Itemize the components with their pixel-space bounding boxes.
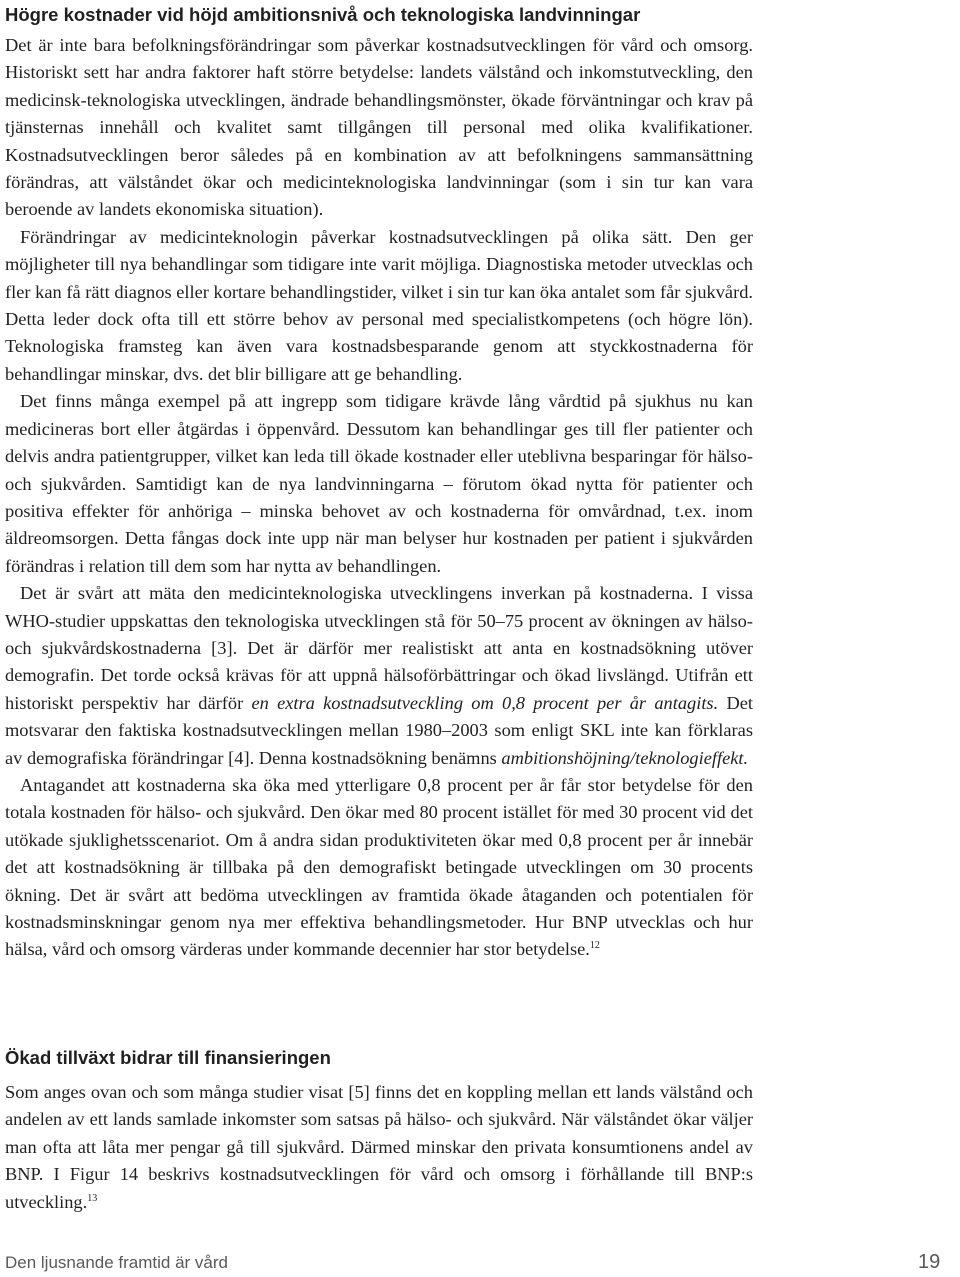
- footnote-marker: 12: [589, 940, 600, 952]
- emphasis-text: en extra kostnadsutveckling om 0,8 procent per år antagits.: [251, 692, 719, 713]
- paragraph-text: Det motsvarar den faktiska kostnadsutvecklingen mellan 1980–2003 som enligt SKL inte kan förklaras av demografiska förändringar [4]. Denna kostnadsökning benämns: [5, 692, 754, 768]
- paragraph-text: Förändringar av medicinteknologin påverkar kostnadsutvecklingen på olika sätt. Den ger möjligheter till nya behandlingar som tidigare inte varit möjliga. Diagnostiska metoder utvecklas och fler kan få rätt diagnos eller kortare behandlingstider, vilket i sin tur kan öka antalet som får sjukvård. Detta leder dock ofta till ett större behov av personal med specialistkompetens (och högre lön). Teknologiska framsteg kan även vara kostnadsbesparande genom att styckkostnaderna för behandlingar minskar, dvs. det blir billigare att ge behandling.: [5, 226, 753, 384]
- page-number: 19: [918, 1251, 941, 1273]
- paragraph: [5, 1079, 753, 1216]
- paragraph-text: Det är svårt att mäta den medicinteknologiska utvecklingens inverkan på kostnaderna. I vissa WHO-studier uppskattas den teknologiska utvecklingen stå för 50–75 procent av ökningen av hälso- och sjukvårdskostnaderna [3]. Det är därför mer realistiskt att anta en kostnadsökning utöver demografin. Det torde också krävas för att uppnå hälsoförbättringar och ökad livslängd. Utifrån ett historiskt perspektiv har därför: [5, 583, 753, 713]
- paragraph-text: Det finns många exempel på att ingrepp som tidigare krävde lång vårdtid på sjukhus nu kan medicineras bort eller åtgärdas i öppenvård. Dessutom kan behandlingar ges till fler patienter och delvis andra patientgrupper, vilket kan leda till ökade kostnader eller uteblivna besparingar för hälso- och sjukvården. Samtidigt kan de nya landvinningarna – förutom ökad nytta för patienter och positiva effekter för anhöriga – minska behovet av och kostnaderna för omvårdnad, t.ex. inom äldreomsorgen. Detta fångas dock inte upp när man belyser hur kostnaden per patient i sjukvården förändras i relation till dem som har nytta av behandlingen.: [5, 391, 753, 576]
- section-heading: Högre kostnader vid höjd ambitionsnivå och teknologiska landvinningar: [5, 4, 641, 25]
- paragraph-text: Antagandet att kostnaderna ska öka med ytterligare 0,8 procent per år får stor betydelse för den totala kostnaden för hälso- och sjukvård. Den ökar med 80 procent istället för med 30 procent vid det utökade sjuklighetsscenariot. Om å andra sidan produktiviteten ökar med 0,8 procent per år innebär det att kostnadsökning är tillbaka på den demografiskt betingade utvecklingen om 30 procents ökning. Det är svårt att bedöma utvecklingen av framtida ökade åtaganden och potentialen för kostnadsminskningar genom nya mer effektiva behandlingsmetoder. Hur BNP utvecklas och hur hälsa, vård och omsorg värderas under kommande decennier har stor betydelse.: [5, 774, 753, 960]
- paragraph-text: Det är inte bara befolkningsförändringar som påverkar kostnadsutvecklingen för vård och omsorg. Historiskt sett har andra faktorer haft större betydelse: landets välstånd och inkomstutveckling, den medicinsk-teknologiska utvecklingen, ändrade behandlingsmönster, ökade förväntningar och krav på tjänsternas innehåll och kvalitet samt tillgången till personal med olika kvalifikationer. Kostnadsutvecklingen beror således på en kombination av att befolkningens sammansättning förändras, att välståndet ökar och medicinteknologiska landvinningar (som i sin tur kan vara beroende av landets ekonomiska situation).: [5, 35, 753, 220]
- paragraph: [5, 580, 753, 772]
- section-body: [5, 1079, 753, 1216]
- paragraph: [5, 772, 753, 964]
- section-heading: Ökad tillväxt bidrar till finansieringen: [5, 1047, 331, 1068]
- footer-title: Den ljusnande framtid är vård: [5, 1253, 229, 1272]
- footnote-marker: 13: [87, 1192, 98, 1204]
- section-body: [5, 32, 753, 964]
- paragraph-text: Som anges ovan och som många studier visat [5] finns det en koppling mellan ett lands välstånd och andelen av ett lands samlade inkomster som satsas på hälso- och sjukvård. När välståndet ökar väljer man ofta att låta mer pengar gå till sjukvård. Därmed minskar den privata konsumtionens andel av BNP. I Figur 14 beskrivs kostnadsutvecklingen för vård och omsorg i förhållande till BNP:s utveckling.: [5, 1082, 753, 1212]
- emphasis-text: ambitionshöjning/teknologieffekt.: [501, 747, 749, 768]
- paragraph: [5, 224, 753, 388]
- paragraph: [5, 388, 753, 580]
- paragraph: [5, 32, 753, 224]
